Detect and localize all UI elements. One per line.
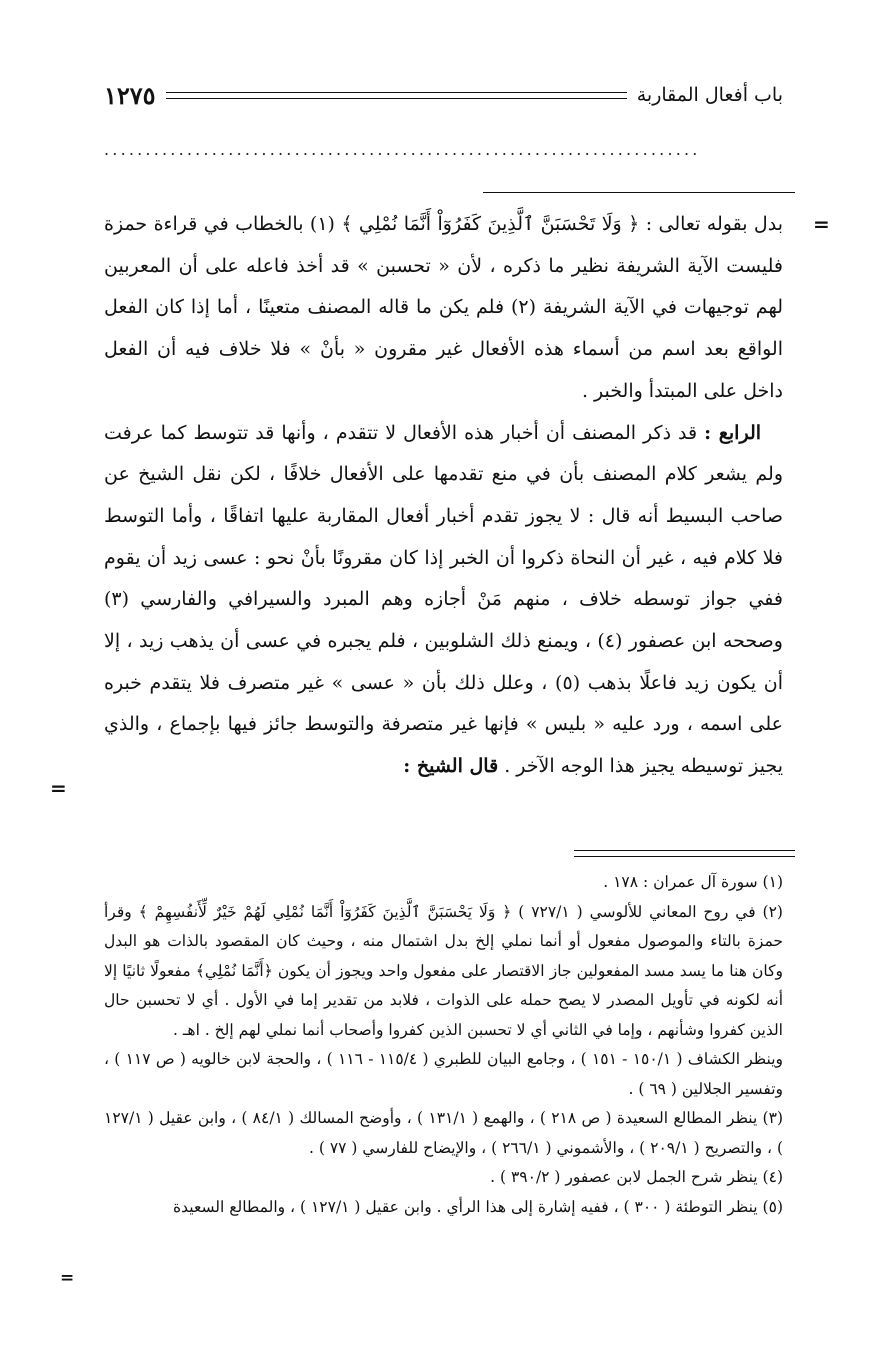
chapter-title: باب أفعال المقاربة: [636, 84, 783, 106]
footnote-rule-2: [574, 856, 795, 857]
footnotes: [104, 868, 783, 1222]
continuation-rule: [483, 192, 795, 193]
paragraph-2: [104, 413, 783, 788]
footnote-continuation-mark: =: [60, 1268, 75, 1288]
footnote-5: (٥) ينظر التوطئة ( ٣٠٠ ) ، ففيه إشارة إلى هذا الرأي . وابن عقيل ( ١٢٧/١ ) ، والمطالع السعيدة: [173, 1197, 783, 1216]
paragraph-2-tail: قال الشيخ :: [403, 755, 499, 778]
continuation-mark-start: =: [813, 212, 830, 236]
footnote-rule-1: [574, 850, 795, 851]
paragraph-1: بدل بقوله تعالى : ﴿ وَلَا تَحْسَبَنَّ ٱلَّذِينَ كَفَرُوٓاْ أَنَّمَا نُمْلِي ﴾ (١) بالخطاب في قراءة حمزة فليست الآية الشريفة نظير ما ذكره ، لأن « تحسبن » قد أخذ فاعله على أن المعربين لهم توجيهات في الآية الشريفة (٢) فلم يكن ما قاله المصنف متعينًا ، أما إذا كان الفعل الواقع بعد اسم من أسماء هذه الأفعال غير مقرون « بأنْ » فلا خلاف فيه أن الفعل داخل على المبتدأ والخبر .: [104, 213, 783, 402]
page-header: [104, 78, 783, 112]
header-rule: [166, 92, 627, 99]
continuation-mark-end: =: [50, 776, 67, 800]
main-text: [104, 204, 783, 788]
dotted-separator: ........................................................................: [104, 140, 701, 159]
paragraph-2-lead: الرابع :: [704, 421, 762, 444]
footnote-2-refs: وينظر الكشاف ( ١٥٠/١ - ١٥١ ) ، وجامع البيان للطبري ( ١١٥/٤ - ١١٦ ) ، والحجة لابن خالويه ( ص ١١٧ ) ، وتفسير الجلالين ( ٦٩ ) .: [104, 1050, 784, 1098]
footnote-1: (١) سورة آل عمران : ١٧٨ .: [603, 873, 783, 891]
footnote-2: (٢) في روح المعاني للألوسي ( ٧٢٧/١ ) ﴿ وَلَا يَحْسَبَنَّ ٱلَّذِينَ كَفَرُوٓاْ أَنَّمَا نُمْلِي لَهُمْ خَيْرٌ لِّأَنفُسِهِمْ ﴾ وقرأ حمزة بالتاء والموصول مفعول أو أنما نملي إلخ بدل اشتمال منه ، وحيث كان المقصود بالذات هو البدل وكان هنا ما يسد مسد المفعولين جاز الاقتصار على مفعول واحد ويجوز أن يكون ﴿أَنَّمَا نُمْلِي﴾ مفعولًا ثانيًا إلا أنه لكونه في تأويل المصدر لا يصح حمله على الذوات ، فلابد من تقدير إما في الأول . أي لا تحسبن حال الذين كفروا وشأنهم ، وإما في الثاني أي لا تحسبن الذين كفروا وأصحاب أنما نملي لهم إلخ . اهـ .: [104, 902, 783, 1039]
page-number: ١٢٧٥: [104, 80, 156, 110]
footnote-3: (٣) ينظر المطالع السعيدة ( ص ٢١٨ ) ، والهمع ( ١٣١/١ ) ، وأوضح المسالك ( ٨٤/١ ) ، وابن عقيل ( ١٢٧/١ ) ، والتصريح ( ٢٠٩/١ ) ، والأشموني ( ٢٦٦/١ ) ، والإيضاح للفارسي ( ٧٧ ) .: [104, 1109, 783, 1157]
paragraph-2-body: قد ذكر المصنف أن أخبار هذه الأفعال لا تتقدم ، وأنها قد تتوسط كما عرفت ولم يشعر كلام المصنف بأن في منع تقدمها على الأفعال خلافًا ، لكن نقل الشيخ عن صاحب البسيط أنه قال : لا يجوز تقدم أخبار أفعال المقاربة عليها اتفاقًا ، وأما التوسط فلا كلام فيه ، غير أن النحاة ذكروا أن الخبر إذا كان مقرونًا بأنْ نحو : عسى زيد أن يقوم ففي جواز توسطه خلاف ، منهم مَنْ أجازه وهم المبرد والسيرافي والفارسي (٣) وصححه ابن عصفور (٤) ، ويمنع ذلك الشلوبين ، فلم يجبره في عسى أن يذهب زيد ، إلا أن يكون زيد فاعلًا بذهب (٥) ، وعلل ذلك بأن « عسى » غير متصرف فلا يتقدم خبره على اسمه ، ورد عليه « بليس » فإنها غير متصرفة والتوسط جائز فيها بإجماع ، والذي يجيز توسيطه يجيز هذا الوجه الآخر .: [104, 421, 784, 778]
footnote-4: (٤) ينظر شرح الجمل لابن عصفور ( ٣٩٠/٢ ) .: [490, 1168, 783, 1186]
